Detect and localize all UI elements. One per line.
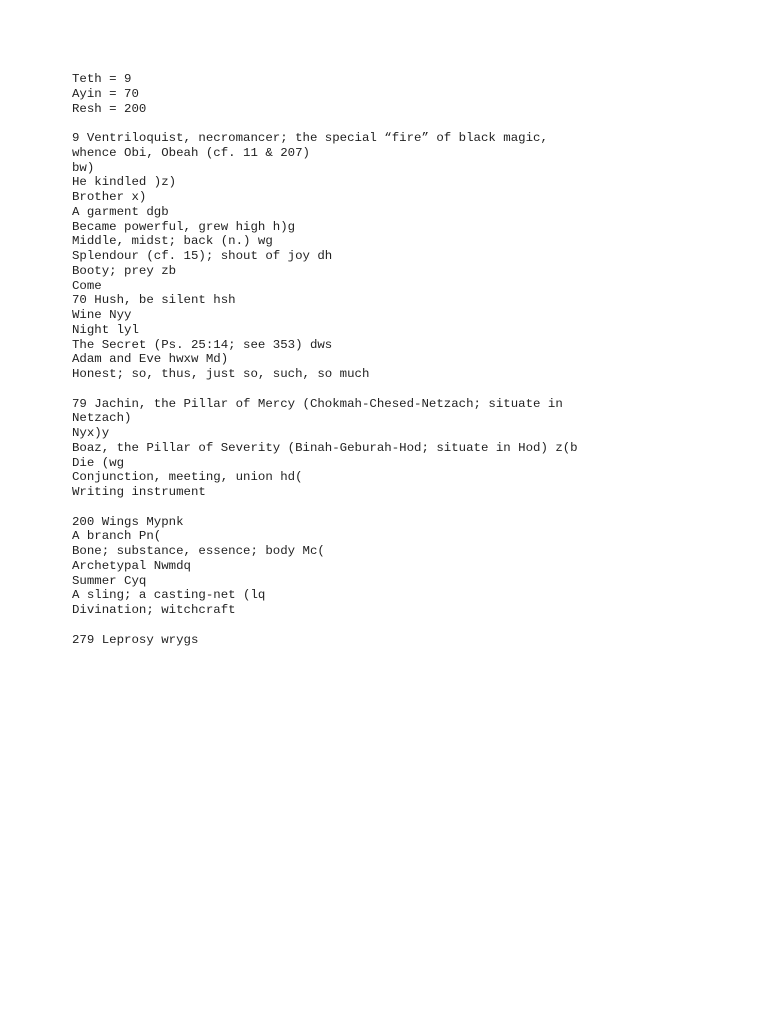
document-page <box>72 72 712 647</box>
text-line: 79 Jachin, the Pillar of Mercy (Chokmah-Chesed-Netzach; situate in <box>72 396 563 411</box>
text-line: Became powerful, grew high h)g <box>72 219 296 234</box>
text-line: Middle, midst; back (n.) wg <box>72 234 273 249</box>
entries-block-279 <box>72 633 712 648</box>
text-line: Writing instrument <box>72 485 206 499</box>
text-line: Die (wg <box>72 455 125 470</box>
text-line: Booty; prey zb <box>72 263 177 278</box>
text-line: Teth = 9 <box>72 72 132 86</box>
text-line: Netzach) <box>72 411 132 426</box>
text-line: 279 Leprosy wrygs <box>72 632 199 647</box>
text-line: 200 Wings Mypnk <box>72 514 184 529</box>
paragraph-gap <box>72 116 712 131</box>
text-line: A branch Pn( <box>72 529 162 544</box>
text-line: Come <box>72 278 102 293</box>
text-line: 9 Ventriloquist, necromancer; the special “fire” of black magic, <box>72 131 548 145</box>
text-line: Bone; substance, essence; body Mc( <box>72 544 325 558</box>
text-line: Splendour (cf. 15); shout of joy dh <box>72 249 333 263</box>
letter-values-block <box>72 72 712 116</box>
text-line: Night lyl <box>72 322 139 337</box>
text-line: The Secret (Ps. 25:14; see 353) dws <box>72 337 333 352</box>
entries-block-79 <box>72 397 712 500</box>
paragraph-gap <box>72 500 712 515</box>
text-line: Divination; witchcraft <box>72 603 236 617</box>
text-line: Ayin = 70 <box>72 86 139 101</box>
text-line: 70 Hush, be silent hsh <box>72 293 236 308</box>
text-line: bw) <box>72 160 95 175</box>
text-line: He kindled )z) <box>72 175 177 190</box>
text-line: A sling; a casting-net (lq <box>72 588 266 603</box>
text-line: Nyx)y <box>72 426 110 440</box>
text-line: Resh = 200 <box>72 101 147 116</box>
text-line: Archetypal Nwmdq <box>72 558 191 573</box>
text-line: Conjunction, meeting, union hd( <box>72 470 303 485</box>
text-line: Adam and Eve hwxw Md) <box>72 352 229 367</box>
text-line: Honest; so, thus, just so, such, so much <box>72 367 370 381</box>
text-line: A garment dgb <box>72 204 169 219</box>
entries-block-200 <box>72 515 712 618</box>
entries-block-9 <box>72 131 712 382</box>
text-line: Wine Nyy <box>72 308 132 322</box>
text-line: Brother x) <box>72 190 147 204</box>
text-line: whence Obi, Obeah (cf. 11 & 207) <box>72 145 310 160</box>
paragraph-gap <box>72 618 712 633</box>
text-line: Boaz, the Pillar of Severity (Binah-Geburah-Hod; situate in Hod) z(b <box>72 440 578 455</box>
text-line: Summer Cyq <box>72 573 147 588</box>
paragraph-gap <box>72 382 712 397</box>
